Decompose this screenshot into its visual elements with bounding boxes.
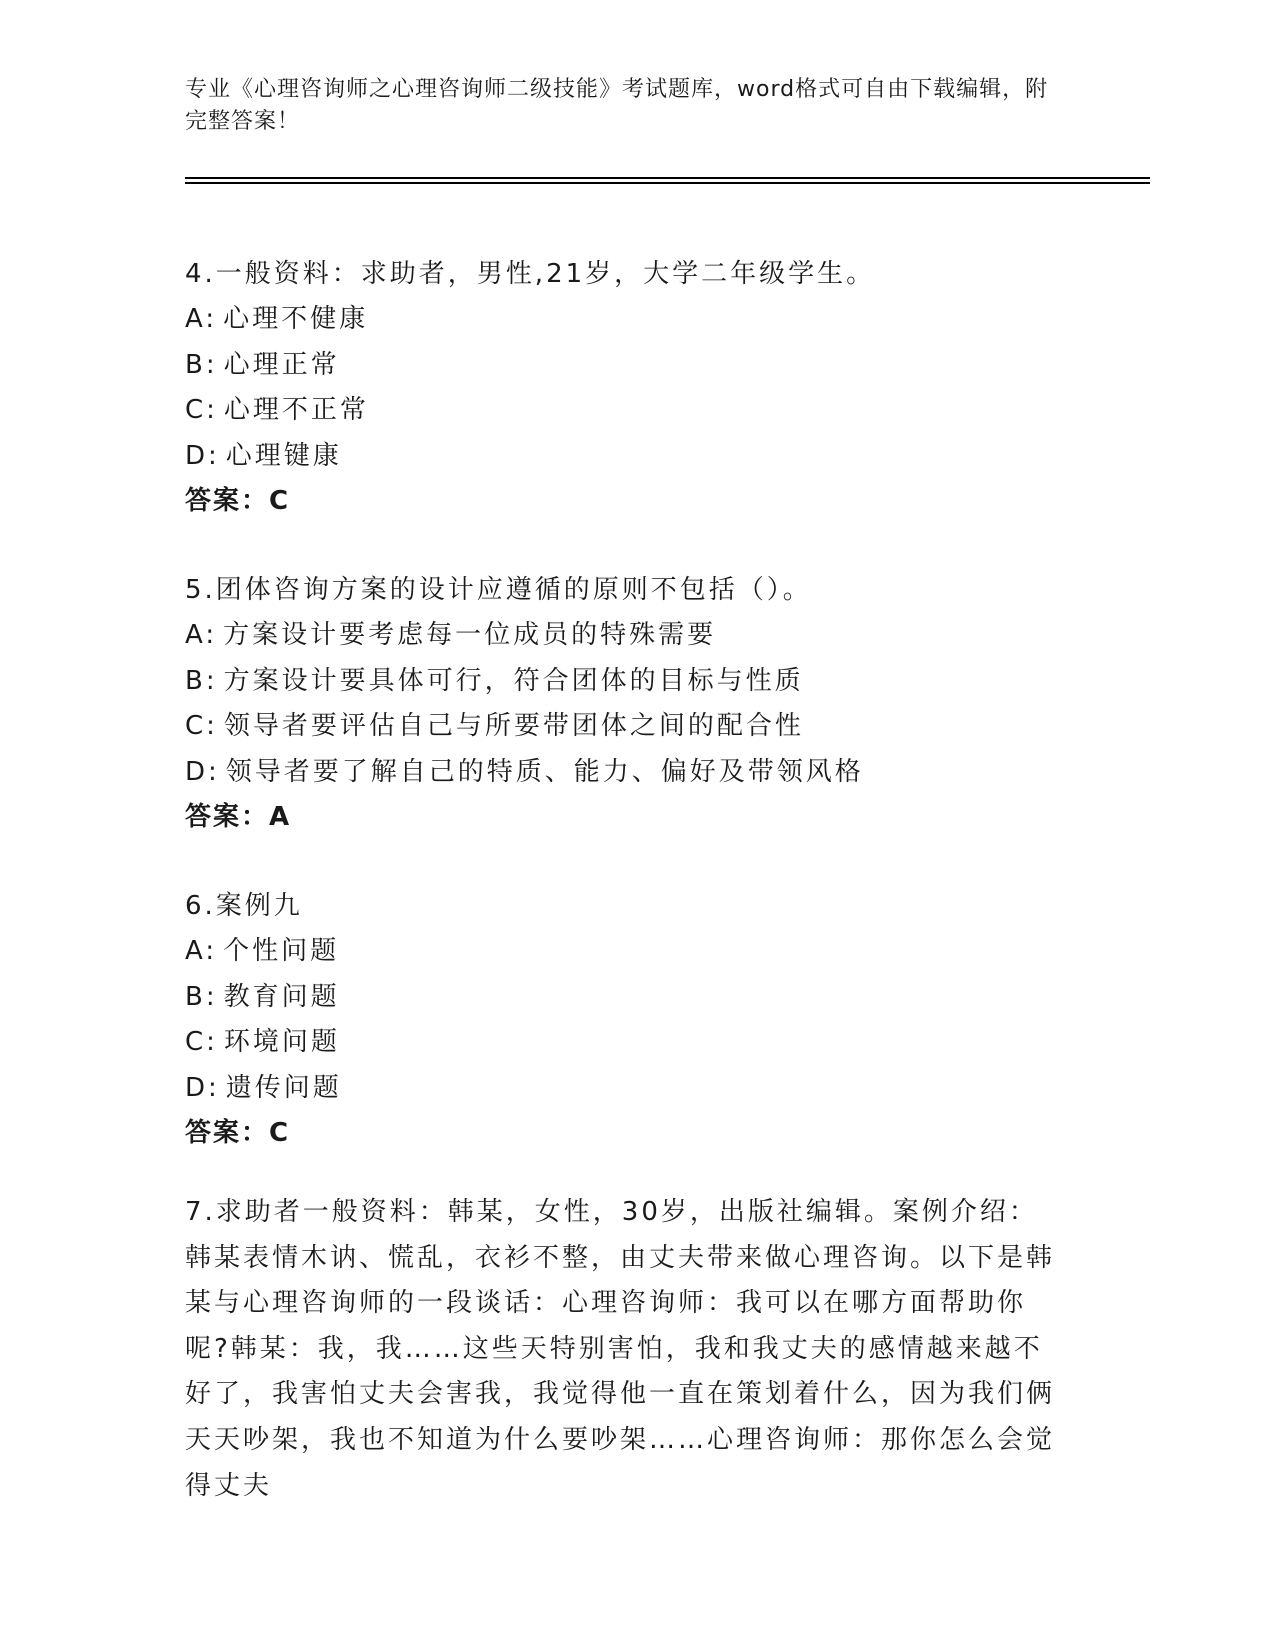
- option-key: C:: [185, 395, 218, 425]
- option-d: [185, 434, 1065, 480]
- question-4: [185, 252, 1065, 524]
- option-key: A:: [185, 936, 218, 966]
- option-b: [185, 343, 1065, 389]
- question-title: 6.案例九: [185, 891, 303, 921]
- option-text: 心理键康: [225, 440, 342, 471]
- option-text: 领导者要评估自己与所要带团体之间的配合性: [223, 711, 804, 741]
- option-c: [185, 1020, 1065, 1066]
- option-text: 教育问题: [223, 981, 340, 1012]
- option-key: C:: [185, 711, 218, 741]
- option-key: A:: [185, 304, 218, 334]
- option-text: 方案设计要考虑每一位成员的特殊需要: [223, 620, 717, 650]
- option-text: 心理不正常: [223, 395, 369, 425]
- option-c: [185, 388, 1065, 434]
- option-key: B:: [185, 665, 218, 696]
- option-text: 领导者要了解自己的特质、能力、偏好及带领风格: [225, 756, 864, 787]
- question-6: [185, 884, 1065, 1156]
- answer-label: 答案：C: [185, 486, 291, 516]
- option-c: [185, 704, 1065, 750]
- option-key: B:: [185, 349, 218, 380]
- option-key: D:: [185, 440, 220, 471]
- option-b: [185, 975, 1065, 1021]
- option-key: D:: [185, 1072, 220, 1103]
- option-key: B:: [185, 981, 218, 1012]
- answer-label: 答案：C: [185, 1118, 291, 1148]
- option-a: [185, 613, 1065, 659]
- option-text: 个性问题: [223, 936, 340, 966]
- option-key: C:: [185, 1027, 218, 1057]
- option-text: 心理不健康: [223, 304, 369, 334]
- option-d: [185, 750, 1065, 796]
- option-b: [185, 659, 1065, 705]
- option-key: A:: [185, 620, 218, 650]
- option-a: [185, 297, 1065, 343]
- header-divider-top: [185, 177, 1150, 179]
- question-title: 5.团体咨询方案的设计应遵循的原则不包括（）。: [185, 575, 812, 605]
- option-d: [185, 1066, 1065, 1112]
- option-a: [185, 929, 1065, 975]
- option-text: 心理正常: [223, 349, 340, 380]
- document-header: 专业《心理咨询师之心理咨询师二级技能》考试题库，word格式可自由下载编辑，附完整答案！: [185, 77, 1049, 134]
- option-text: 遗传问题: [225, 1072, 342, 1103]
- header-divider-bottom: [185, 182, 1150, 184]
- question-title: 4.一般资料：求助者，男性,21岁，大学二年级学生。: [185, 259, 876, 289]
- option-text: 环境问题: [223, 1027, 340, 1057]
- question-5: [185, 568, 1065, 840]
- answer-label: 答案：A: [185, 802, 292, 832]
- question-7-text: 7.求助者一般资料：韩某，女性，30岁，出版社编辑。案例介绍：韩某表情木讷、慌乱，衣衫不整，由丈夫带来做心理咨询。以下是韩某与心理咨询师的一段谈话：心理咨询师：我可以在哪方面帮助你呢?韩某：我，我……这些天特别害怕，我和我丈夫的感情越来越不好了，我害怕丈夫会害我，我觉得他一直在策划着什么，因为我们俩天天吵架，我也不知道为什么要吵架……心理咨询师：那你怎么会觉得丈夫: [185, 1197, 1056, 1501]
- option-key: D:: [185, 756, 220, 787]
- option-text: 方案设计要具体可行，符合团体的目标与性质: [223, 665, 804, 696]
